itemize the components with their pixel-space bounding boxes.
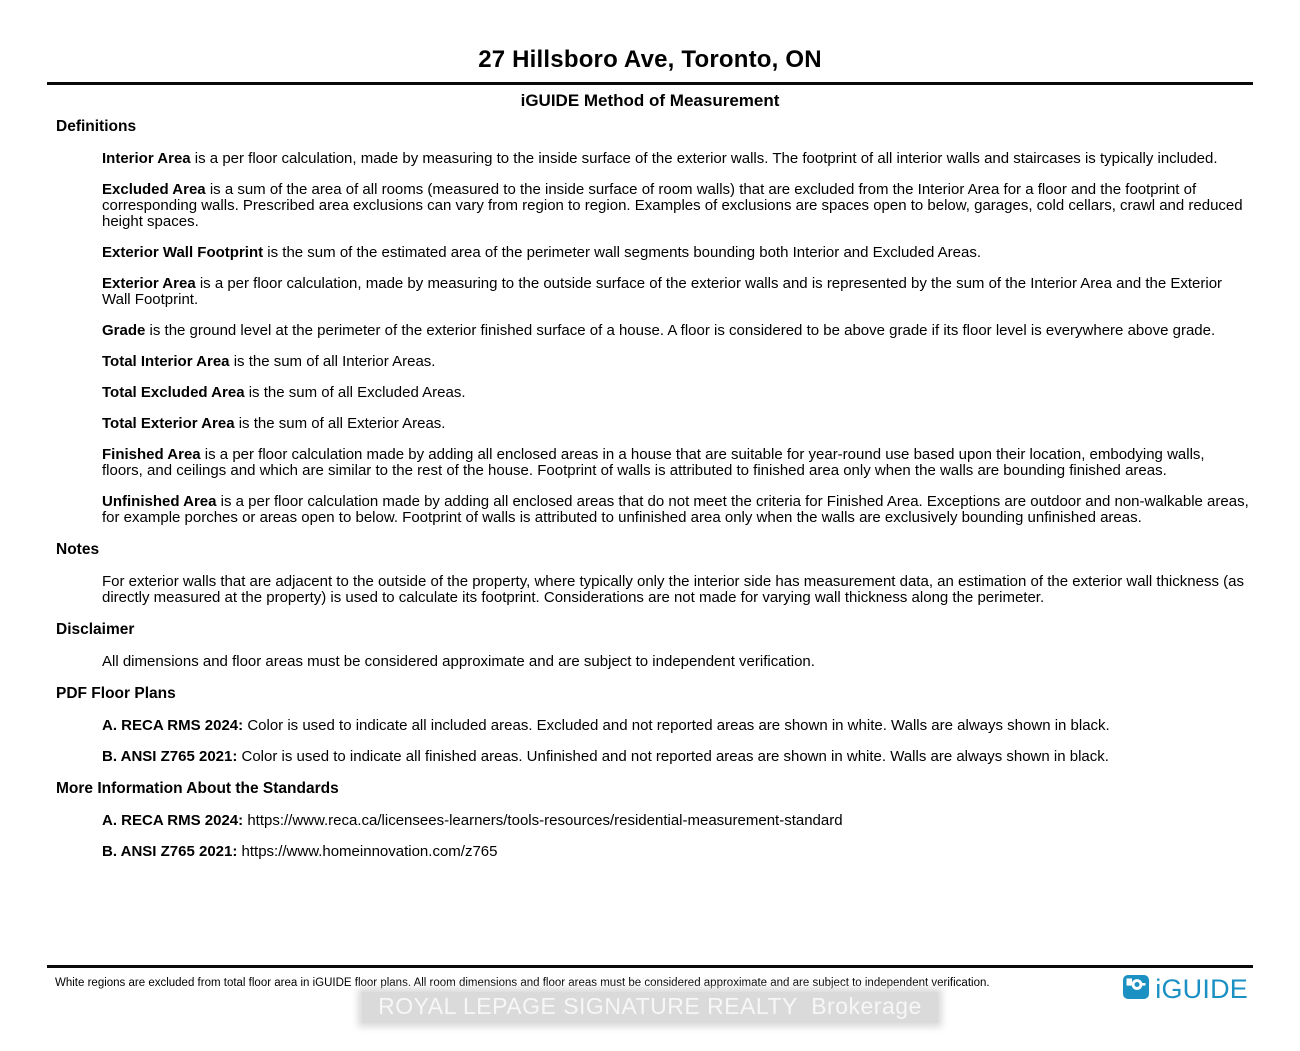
term-label: Exterior Area: [102, 275, 196, 292]
term-text: is a per floor calculation made by adding all enclosed areas that do not meet the criteria for Finished Area. Exceptions are outdoor and non-walkable areas, for example porches or areas open to below. Footprint of walls is attributed to unfinished area only when the walls are exclusively bounding unfinished areas.: [102, 493, 1249, 526]
term-text: is a sum of the area of all rooms (measured to the inside surface of room walls) that are excluded from the Interior Area for a floor and the footprint of corresponding walls. Prescribed area exclusions can vary from region to region. Examples of exclusions are spaces open to below, garages, cold cellars, crawl and reduced height spaces.: [102, 181, 1243, 230]
notes-paragraph: [102, 574, 1249, 606]
standard-label: A. RECA RMS 2024:: [102, 717, 244, 734]
standard-text: Color is used to indicate all included areas. Excluded and not reported areas are shown in white. Walls are always shown in black.: [243, 717, 1110, 734]
standard-link-ansi: [102, 844, 1249, 860]
term-label: Interior Area: [102, 150, 191, 167]
term-label: Excluded Area: [102, 181, 206, 198]
term-text: is a per floor calculation, made by measuring to the inside surface of the exterior walls. The footprint of all interior walls and staircases is typically included.: [190, 150, 1218, 167]
term-text: is the sum of all Interior Areas.: [229, 353, 436, 370]
page-footer: [0, 965, 1300, 1019]
term-text: All dimensions and floor areas must be considered approximate and are subject to independent verification.: [102, 653, 815, 670]
definition-total-interior-area: [102, 354, 1249, 370]
pdf-standard-ansi: [102, 749, 1249, 765]
standard-text: Color is used to indicate all finished areas. Unfinished and not reported areas are shown in white. Walls are always shown in black.: [237, 748, 1109, 765]
term-label: Unfinished Area: [102, 493, 217, 510]
section-heading-disclaimer: Disclaimer: [56, 621, 135, 638]
standard-link-reca: [102, 813, 1249, 829]
definition-exterior-wall-footprint: [102, 245, 1249, 261]
header-divider: [47, 82, 1253, 85]
term-text: For exterior walls that are adjacent to the outside of the property, where typically only the interior side has measurement data, an estimation of the exterior wall thickness (as directly measured at the property) is used to calculate its footprint. Considerations are not made for varying wall thickness along the perimeter.: [102, 573, 1244, 606]
section-heading-more-information: More Information About the Standards: [56, 780, 339, 797]
standard-url: https://www.homeinnovation.com/z765: [237, 843, 498, 860]
definition-finished-area: [102, 447, 1249, 479]
definition-exterior-area: [102, 276, 1249, 308]
term-label: Finished Area: [102, 446, 201, 463]
definition-interior-area: [102, 151, 1249, 167]
definition-total-excluded-area: [102, 385, 1249, 401]
term-text: is the sum of all Exterior Areas.: [234, 415, 446, 432]
document-page: [0, 46, 1300, 860]
term-label: Total Interior Area: [102, 353, 230, 370]
term-text: is the ground level at the perimeter of the exterior finished surface of a house. A floor is considered to be above grade if its floor level is everywhere above grade.: [145, 322, 1216, 339]
standard-label: B. ANSI Z765 2021:: [102, 748, 238, 765]
disclaimer-paragraph: [102, 654, 1249, 670]
standard-label: B. ANSI Z765 2021:: [102, 843, 238, 860]
term-text: is the sum of all Excluded Areas.: [244, 384, 466, 401]
brokerage-watermark: ROYAL LEPAGE SIGNATURE REALTY Brokerage: [362, 992, 938, 1023]
term-label: Grade: [102, 322, 146, 339]
iguide-logo: [1121, 972, 1248, 1006]
definition-grade: [102, 323, 1249, 339]
section-heading-pdf-floor-plans: PDF Floor Plans: [56, 685, 176, 702]
footer-divider: [47, 965, 1253, 968]
term-text: is a per floor calculation made by adding all enclosed areas in a house that are suitable for year-round use based upon their location, embodying walls, floors, and ceilings and which are similar to the rest of the house. Footprint of walls is attributed to finished area only when the walls are bounding finished areas.: [102, 446, 1205, 479]
page-title: 27 Hillsboro Ave, Toronto, ON: [478, 46, 822, 73]
term-label: Exterior Wall Footprint: [102, 244, 264, 261]
standard-url: https://www.reca.ca/licensees-learners/tools-resources/residential-measurement-standard: [243, 812, 843, 829]
term-label: Total Exterior Area: [102, 415, 235, 432]
standard-label: A. RECA RMS 2024:: [102, 812, 244, 829]
footer-disclaimer-note: White regions are excluded from total floor area in iGUIDE floor plans. All room dimensions and floor areas must be considered approximate and are subject to independent verification.: [55, 977, 990, 989]
iguide-logo-text: iGUIDE: [1155, 973, 1248, 1004]
term-text: is the sum of the estimated area of the perimeter wall segments bounding both Interior and Excluded Areas.: [263, 244, 982, 261]
term-label: Total Excluded Area: [102, 384, 245, 401]
definition-unfinished-area: [102, 494, 1249, 526]
page-subtitle: iGUIDE Method of Measurement: [520, 91, 780, 110]
section-heading-definitions: Definitions: [56, 118, 137, 135]
section-heading-notes: Notes: [56, 541, 100, 558]
term-text: is a per floor calculation, made by measuring to the outside surface of the exterior walls and is represented by the sum of the Interior Area and the Exterior Wall Footprint.: [102, 275, 1223, 308]
definition-excluded-area: [102, 182, 1249, 230]
iguide-camera-icon: [1121, 972, 1151, 1006]
definition-total-exterior-area: [102, 416, 1249, 432]
pdf-standard-reca: [102, 718, 1249, 734]
